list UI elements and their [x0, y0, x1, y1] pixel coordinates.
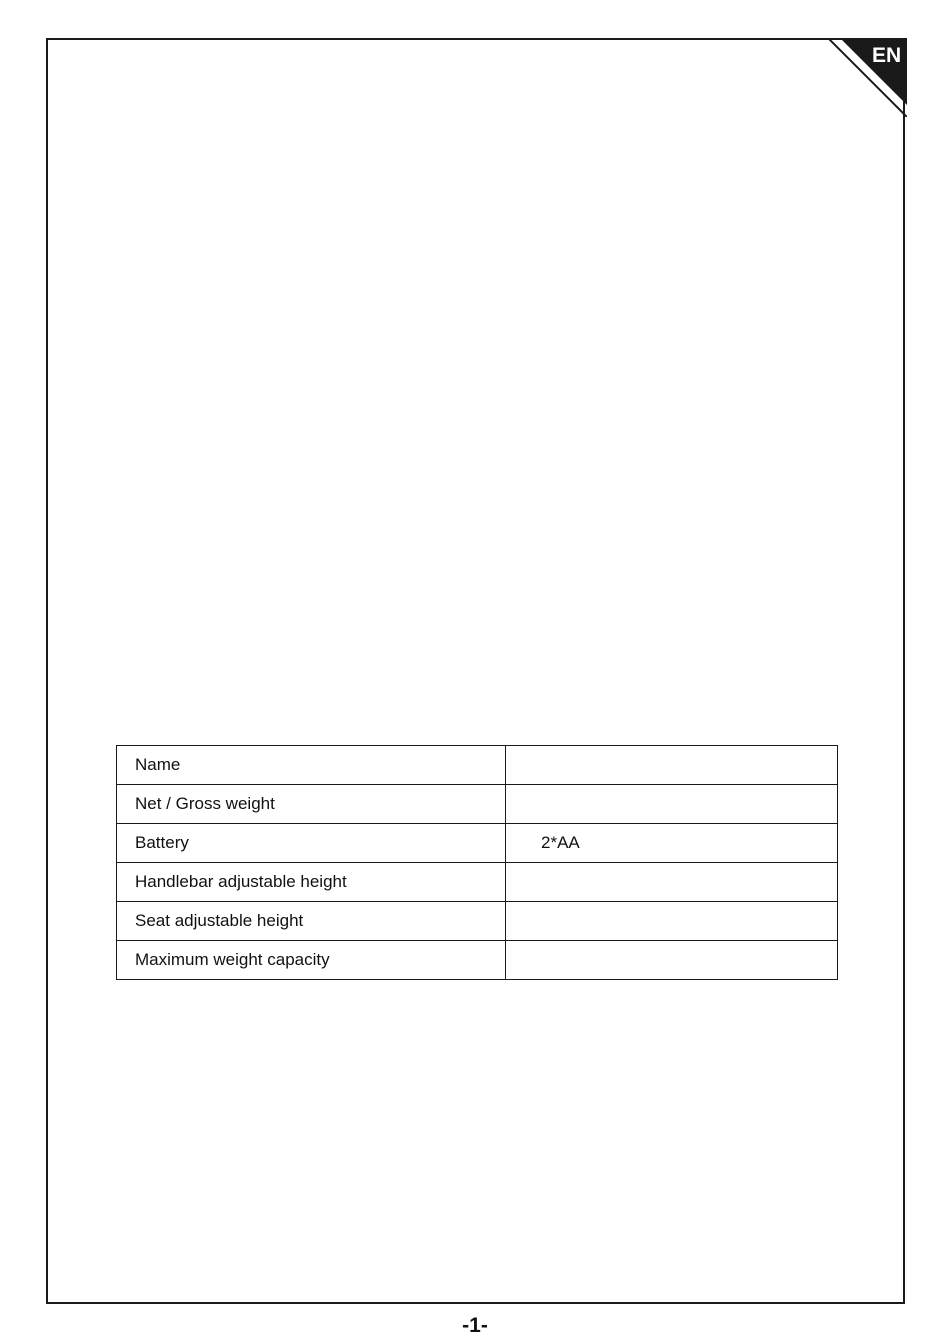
spec-label: Handlebar adjustable height: [117, 863, 506, 902]
spec-value: 2*AA: [506, 824, 838, 863]
spec-value: [506, 941, 838, 980]
table-row: [117, 863, 838, 902]
spec-value: [506, 785, 838, 824]
table-row: [117, 785, 838, 824]
table-row: [117, 941, 838, 980]
spec-value: [506, 746, 838, 785]
spec-label: Name: [117, 746, 506, 785]
spec-label: Battery: [117, 824, 506, 863]
page-number: -1-: [462, 1314, 488, 1337]
spec-value: [506, 863, 838, 902]
table-row: [117, 902, 838, 941]
spec-label: Maximum weight capacity: [117, 941, 506, 980]
table-row: [117, 746, 838, 785]
spec-label: Seat adjustable height: [117, 902, 506, 941]
language-badge: EN: [872, 44, 902, 67]
spec-table: [116, 745, 838, 980]
spec-label: Net / Gross weight: [117, 785, 506, 824]
page-border: [46, 38, 905, 1304]
spec-value: [506, 902, 838, 941]
table-row: [117, 824, 838, 863]
